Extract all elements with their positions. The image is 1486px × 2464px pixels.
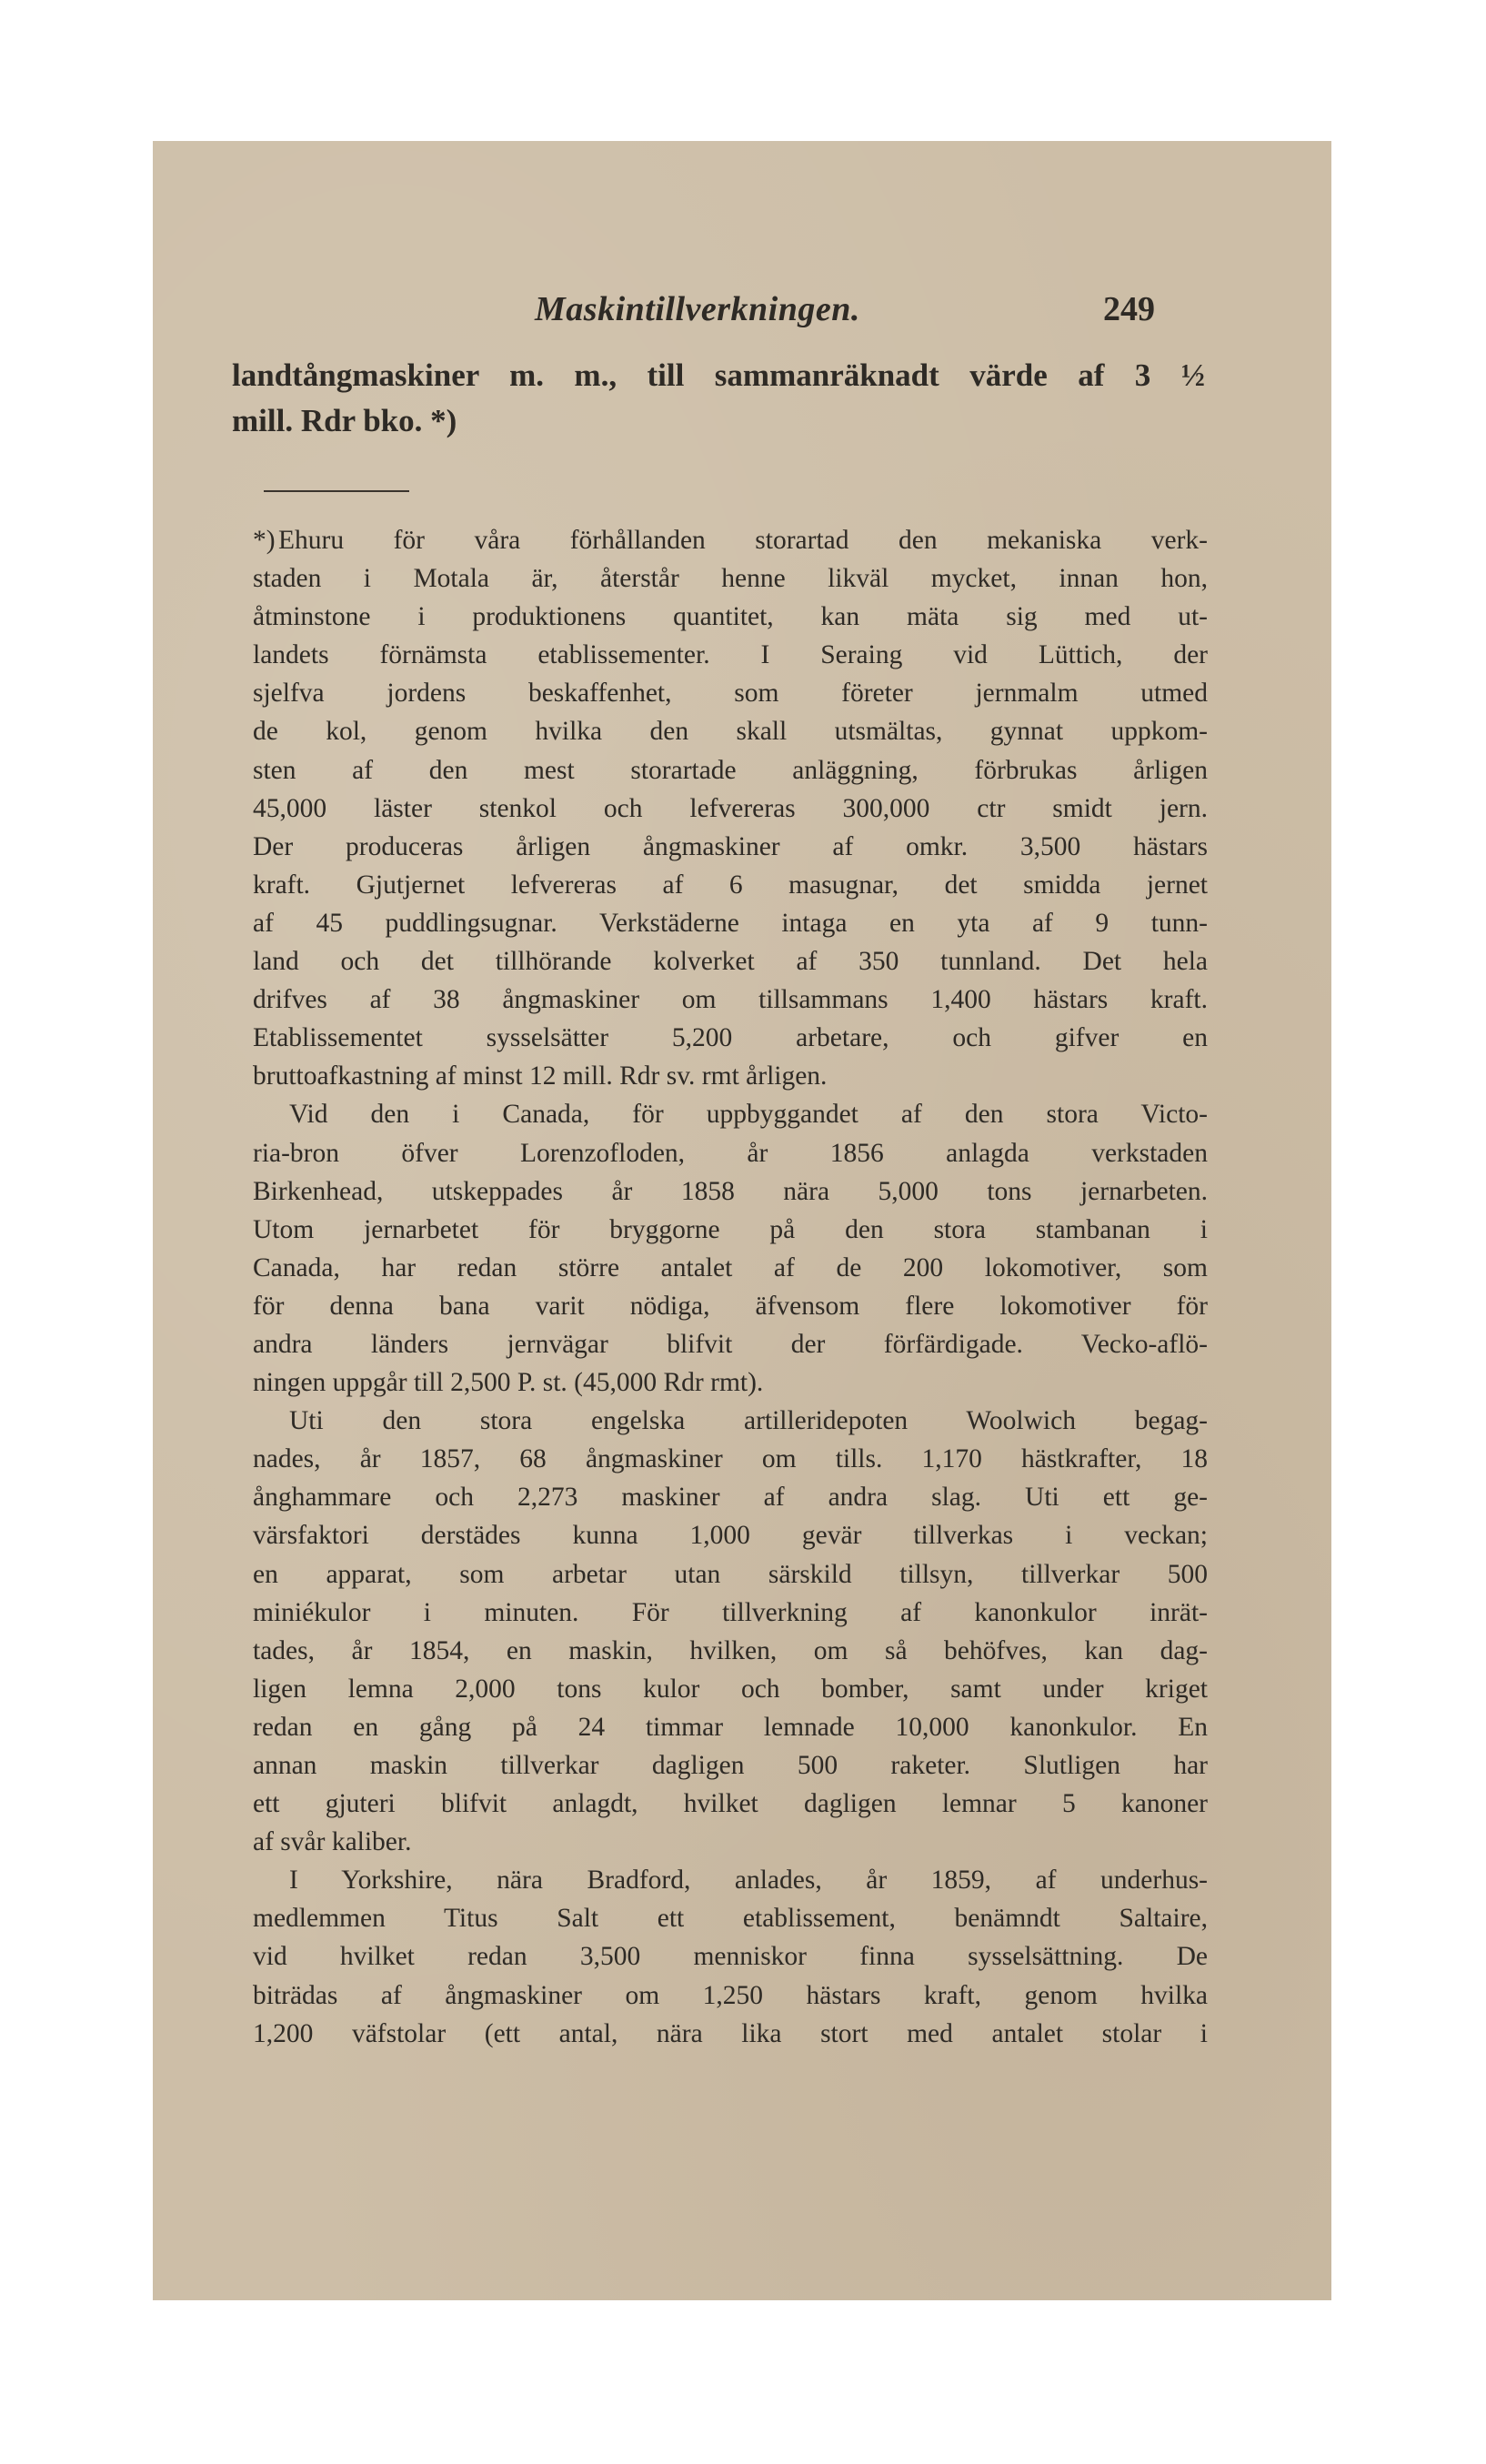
footnote-line: staden i Motala är, återstår henne likväl mycket, innan hon, (253, 564, 1208, 594)
footnote-line: 1,200 väfstolar (ett antal, nära lika stort med antalet stolar i (253, 2018, 1208, 2048)
footnote-line: kraft. Gjutjernet lefvereras af 6 masugnar, det smidda jernet (253, 870, 1208, 900)
footnote-line: sten af den mest storartade anläggning, förbrukas årligen (253, 755, 1208, 785)
footnote-line: land och det tillhörande kolverket af 350 tunnland. Det hela (253, 947, 1208, 977)
footnote-line: andra länders jernvägar blifvit der förfärdigade. Vecko-aflö- (253, 1329, 1208, 1359)
footnote-line: ett gjuteri blifvit anlagdt, hvilket dagligen lemnar 5 kanoner (253, 1789, 1208, 1819)
footnote-line: annan maskin tillverkar dagligen 500 raketer. Slutligen har (253, 1751, 1208, 1780)
footnote-line: Uti den stora engelska artilleridepoten Woolwich begag- (289, 1406, 1208, 1436)
footnote-line: vid hvilket redan 3,500 menniskor finna sysselsättning. De (253, 1942, 1208, 1972)
footnote-line: tades, år 1854, en maskin, hvilken, om så behöfves, kan dag- (253, 1635, 1208, 1665)
footnote-line: Etablissementet sysselsätter 5,200 arbetare, och gifver en (253, 1023, 1208, 1053)
footnote-line: de kol, genom hvilka den skall utsmältas, gynnat uppkom- (253, 717, 1208, 747)
footnote-line: af 45 puddlingsugnar. Verkstäderne intaga en yta af 9 tunn- (253, 908, 1208, 938)
text-line: landtångmaskiner m. m., till sammanräknadt värde af 3 ½ (232, 357, 1205, 393)
footnote-line: åtminstone i produktionens quantitet, kan mäta sig med ut- (253, 602, 1208, 632)
text-line: mill. Rdr bko. *) (232, 403, 457, 438)
footnote-line: af svår kaliber. (253, 1827, 412, 1857)
page-number: 249 (1103, 290, 1155, 328)
page-header (153, 289, 1331, 344)
footnote-line: drifves af 38 ångmaskiner om tillsammans 1,400 hästars kraft. (253, 985, 1208, 1015)
footnote-marker: *) (253, 526, 276, 555)
footnote-line: ningen uppgår till 2,500 P. st. (45,000 Rdr rmt). (253, 1368, 764, 1398)
footnote-line: nades, år 1857, 68 ångmaskiner om tills. 1,170 hästkrafter, 18 (253, 1444, 1208, 1474)
footnote-line: 45,000 läster stenkol och lefvereras 300,000 ctr smidt jern. (253, 793, 1208, 823)
footnote-line: Canada, har redan större antalet af de 200 lokomotiver, som (253, 1252, 1208, 1282)
footnote-line: *) Ehuru för våra förhållanden storartad den mekaniska verk- (253, 521, 1208, 559)
footnote-line: Vid den i Canada, för uppbyggandet af den stora Victo- (289, 1100, 1208, 1130)
footnote-line: biträdas af ångmaskiner om 1,250 hästars kraft, genom hvilka (253, 1980, 1208, 2010)
footnote-line: en apparat, som arbetar utan särskild tillsyn, tillverkar 500 (253, 1559, 1208, 1589)
scanned-page (153, 141, 1331, 2300)
footnote-line: landets förnämsta etablissementer. I Seraing vid Lüttich, der (253, 640, 1208, 670)
footnote-line: värsfaktori derstädes kunna 1,000 gevär tillverkas i veckan; (253, 1521, 1208, 1551)
footnote-line: redan en gång på 24 timmar lemnade 10,000 kanonkulor. En (253, 1712, 1208, 1742)
running-title: Maskintillverkningen. (535, 290, 860, 328)
footnote-line: för denna bana varit nödiga, äfvensom flere lokomotiver för (253, 1291, 1208, 1321)
footnote-line: ria-bron öfver Lorenzofloden, år 1856 anlagda verkstaden (253, 1138, 1208, 1168)
footnote-line: Birkenhead, utskeppades år 1858 nära 5,000 tons jernarbeten. (253, 1176, 1208, 1206)
footnote-line: bruttoafkastning af minst 12 mill. Rdr sv. rmt årligen. (253, 1061, 828, 1091)
footnote-line: I Yorkshire, nära Bradford, anlades, år 1859, af underhus- (289, 1866, 1208, 1896)
main-text (232, 353, 1205, 444)
footnote (253, 521, 1208, 2053)
footnote-line: medlemmen Titus Salt ett etablissement, benämndt Saltaire, (253, 1904, 1208, 1934)
footnote-line: ligen lemna 2,000 tons kulor och bomber, samt under kriget (253, 1674, 1208, 1704)
footnote-line: Utom jernarbetet för bryggorne på den stora stambanan i (253, 1214, 1208, 1244)
footnote-rule (264, 490, 409, 492)
footnote-line: ånghammare och 2,273 maskiner af andra slag. Uti ett ge- (253, 1483, 1208, 1513)
footnote-line: sjelfva jordens beskaffenhet, som företer jernmalm utmed (253, 679, 1208, 709)
footnote-line: miniékulor i minuten. För tillverkning af kanonkulor inrät- (253, 1597, 1208, 1627)
footnote-line: Der produceras årligen ångmaskiner af omkr. 3,500 hästars (253, 831, 1208, 861)
